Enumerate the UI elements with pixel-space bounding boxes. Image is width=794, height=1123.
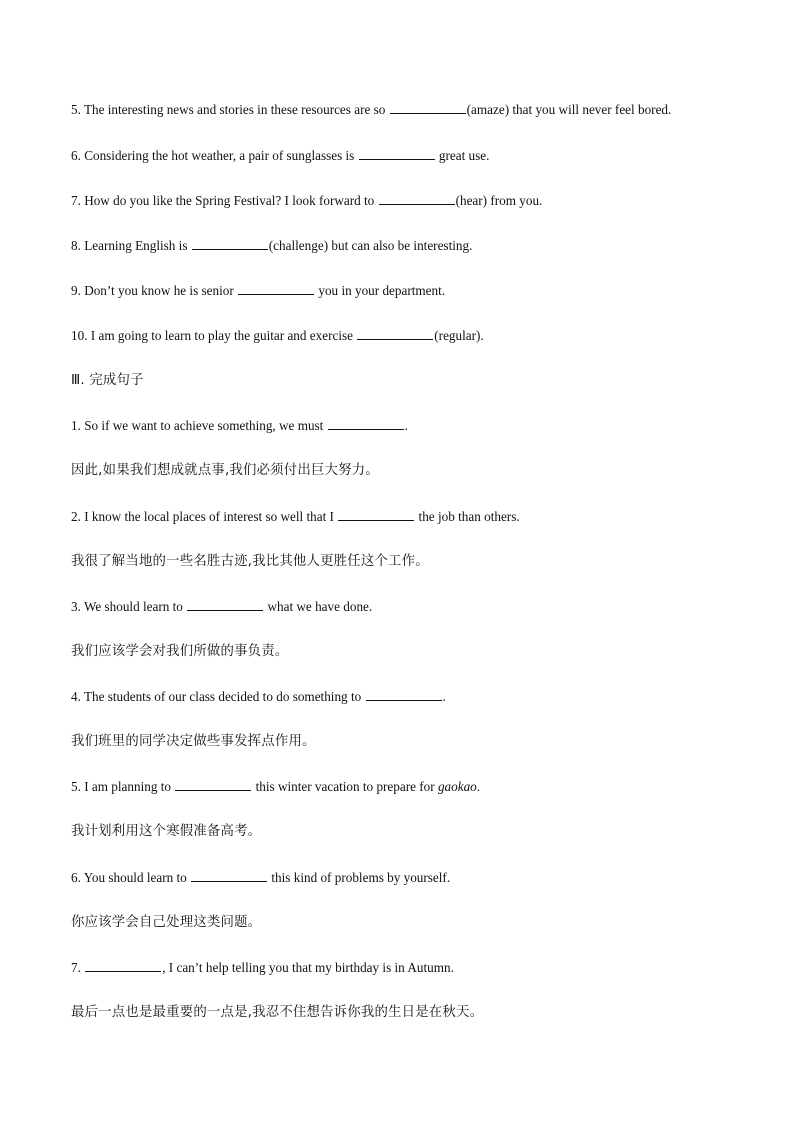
- chinese-translation: 我计划利用这个寒假准备高考。: [71, 824, 262, 839]
- item-text-after: the job than others.: [415, 509, 520, 524]
- item-number: 7.: [71, 960, 81, 975]
- complete-item-4: [71, 688, 761, 706]
- item-text-after: (regular).: [434, 328, 484, 343]
- complete-item-2: [71, 508, 761, 526]
- item-number: 10.: [71, 328, 88, 343]
- item-text-after: , I can’t help telling you that my birthday is in Autumn.: [162, 960, 454, 975]
- item-text-after: this kind of problems by yourself.: [268, 870, 451, 885]
- item-text-after: you in your department.: [315, 283, 446, 298]
- section-heading: Ⅲ. 完成句子: [71, 373, 144, 388]
- chinese-translation: 我很了解当地的一些名胜古迹,我比其他人更胜任这个工作。: [71, 554, 429, 569]
- complete-item-5: [71, 778, 761, 796]
- item-number: 6.: [71, 148, 81, 163]
- answer-blank[interactable]: [390, 101, 466, 114]
- answer-blank[interactable]: [359, 147, 435, 160]
- item-number: 3.: [71, 599, 81, 614]
- item-number: 5.: [71, 102, 81, 117]
- complete-item-3: [71, 598, 761, 616]
- complete-item-7: [71, 959, 761, 977]
- fill-item-6: [71, 147, 761, 165]
- chinese-translation: 你应该学会自己处理这类问题。: [71, 915, 262, 930]
- item-text-before: I know the local places of interest so well that I: [84, 509, 338, 524]
- answer-blank[interactable]: [366, 688, 442, 701]
- chinese-translation: 我们班里的同学决定做些事发挥点作用。: [71, 734, 316, 749]
- fill-item-5: [71, 101, 761, 119]
- item-text-before: I am planning to: [84, 779, 175, 794]
- item-text-before: Considering the hot weather, a pair of sunglasses is: [84, 148, 358, 163]
- answer-blank[interactable]: [192, 237, 268, 250]
- item-number: 8.: [71, 238, 81, 253]
- item-number: 5.: [71, 779, 81, 794]
- item-text-before: Learning English is: [84, 238, 191, 253]
- fill-item-7: [71, 192, 761, 210]
- item-text-before: We should learn to: [83, 599, 187, 614]
- answer-blank[interactable]: [338, 508, 414, 521]
- answer-blank[interactable]: [238, 282, 314, 295]
- fill-item-10: [71, 327, 761, 345]
- answer-blank[interactable]: [85, 959, 161, 972]
- item-text-after: .: [442, 689, 446, 704]
- answer-blank[interactable]: [175, 778, 251, 791]
- chinese-translation: 因此,如果我们想成就点事,我们必须付出巨大努力。: [71, 463, 379, 478]
- item-text-before: Don’t you know he is senior: [84, 283, 238, 298]
- fill-item-9: [71, 282, 761, 300]
- complete-item-6: [71, 869, 761, 887]
- item-number: 4.: [71, 689, 81, 704]
- answer-blank[interactable]: [187, 598, 263, 611]
- item-text-after: (hear) from you.: [455, 193, 543, 208]
- item-text-before: How do you like the Spring Festival? I look forward to: [84, 193, 378, 208]
- answer-blank[interactable]: [191, 869, 267, 882]
- item-text-after: (amaze) that you will never feel bored.: [466, 102, 672, 117]
- item-number: 1.: [71, 418, 81, 433]
- italic-term: gaokao: [437, 779, 477, 794]
- item-text-before: I am going to learn to play the guitar and exercise: [90, 328, 357, 343]
- item-number: 7.: [71, 193, 81, 208]
- item-text-before: The students of our class decided to do something to: [83, 689, 365, 704]
- item-text-after: great use.: [435, 148, 490, 163]
- item-number: 6.: [71, 870, 81, 885]
- item-text-after: this winter vacation to prepare for: [252, 779, 438, 794]
- item-text-before: You should learn to: [83, 870, 191, 885]
- item-text-end: .: [476, 779, 481, 794]
- complete-item-1: [71, 417, 761, 435]
- item-text-before: The interesting news and stories in these resources are so: [83, 102, 389, 117]
- answer-blank[interactable]: [328, 417, 404, 430]
- item-text-after: (challenge) but can also be interesting.: [268, 238, 473, 253]
- item-text-after: what we have done.: [264, 599, 373, 614]
- item-text-before: So if we want to achieve something, we must: [84, 418, 327, 433]
- item-number: 9.: [71, 283, 81, 298]
- answer-blank[interactable]: [379, 192, 455, 205]
- fill-item-8: [71, 237, 761, 255]
- chinese-translation: 最后一点也是最重要的一点是,我忍不住想告诉你我的生日是在秋天。: [71, 1005, 484, 1020]
- item-text-after: .: [404, 418, 408, 433]
- item-number: 2.: [71, 509, 81, 524]
- chinese-translation: 我们应该学会对我们所做的事负责。: [71, 644, 289, 659]
- answer-blank[interactable]: [357, 327, 433, 340]
